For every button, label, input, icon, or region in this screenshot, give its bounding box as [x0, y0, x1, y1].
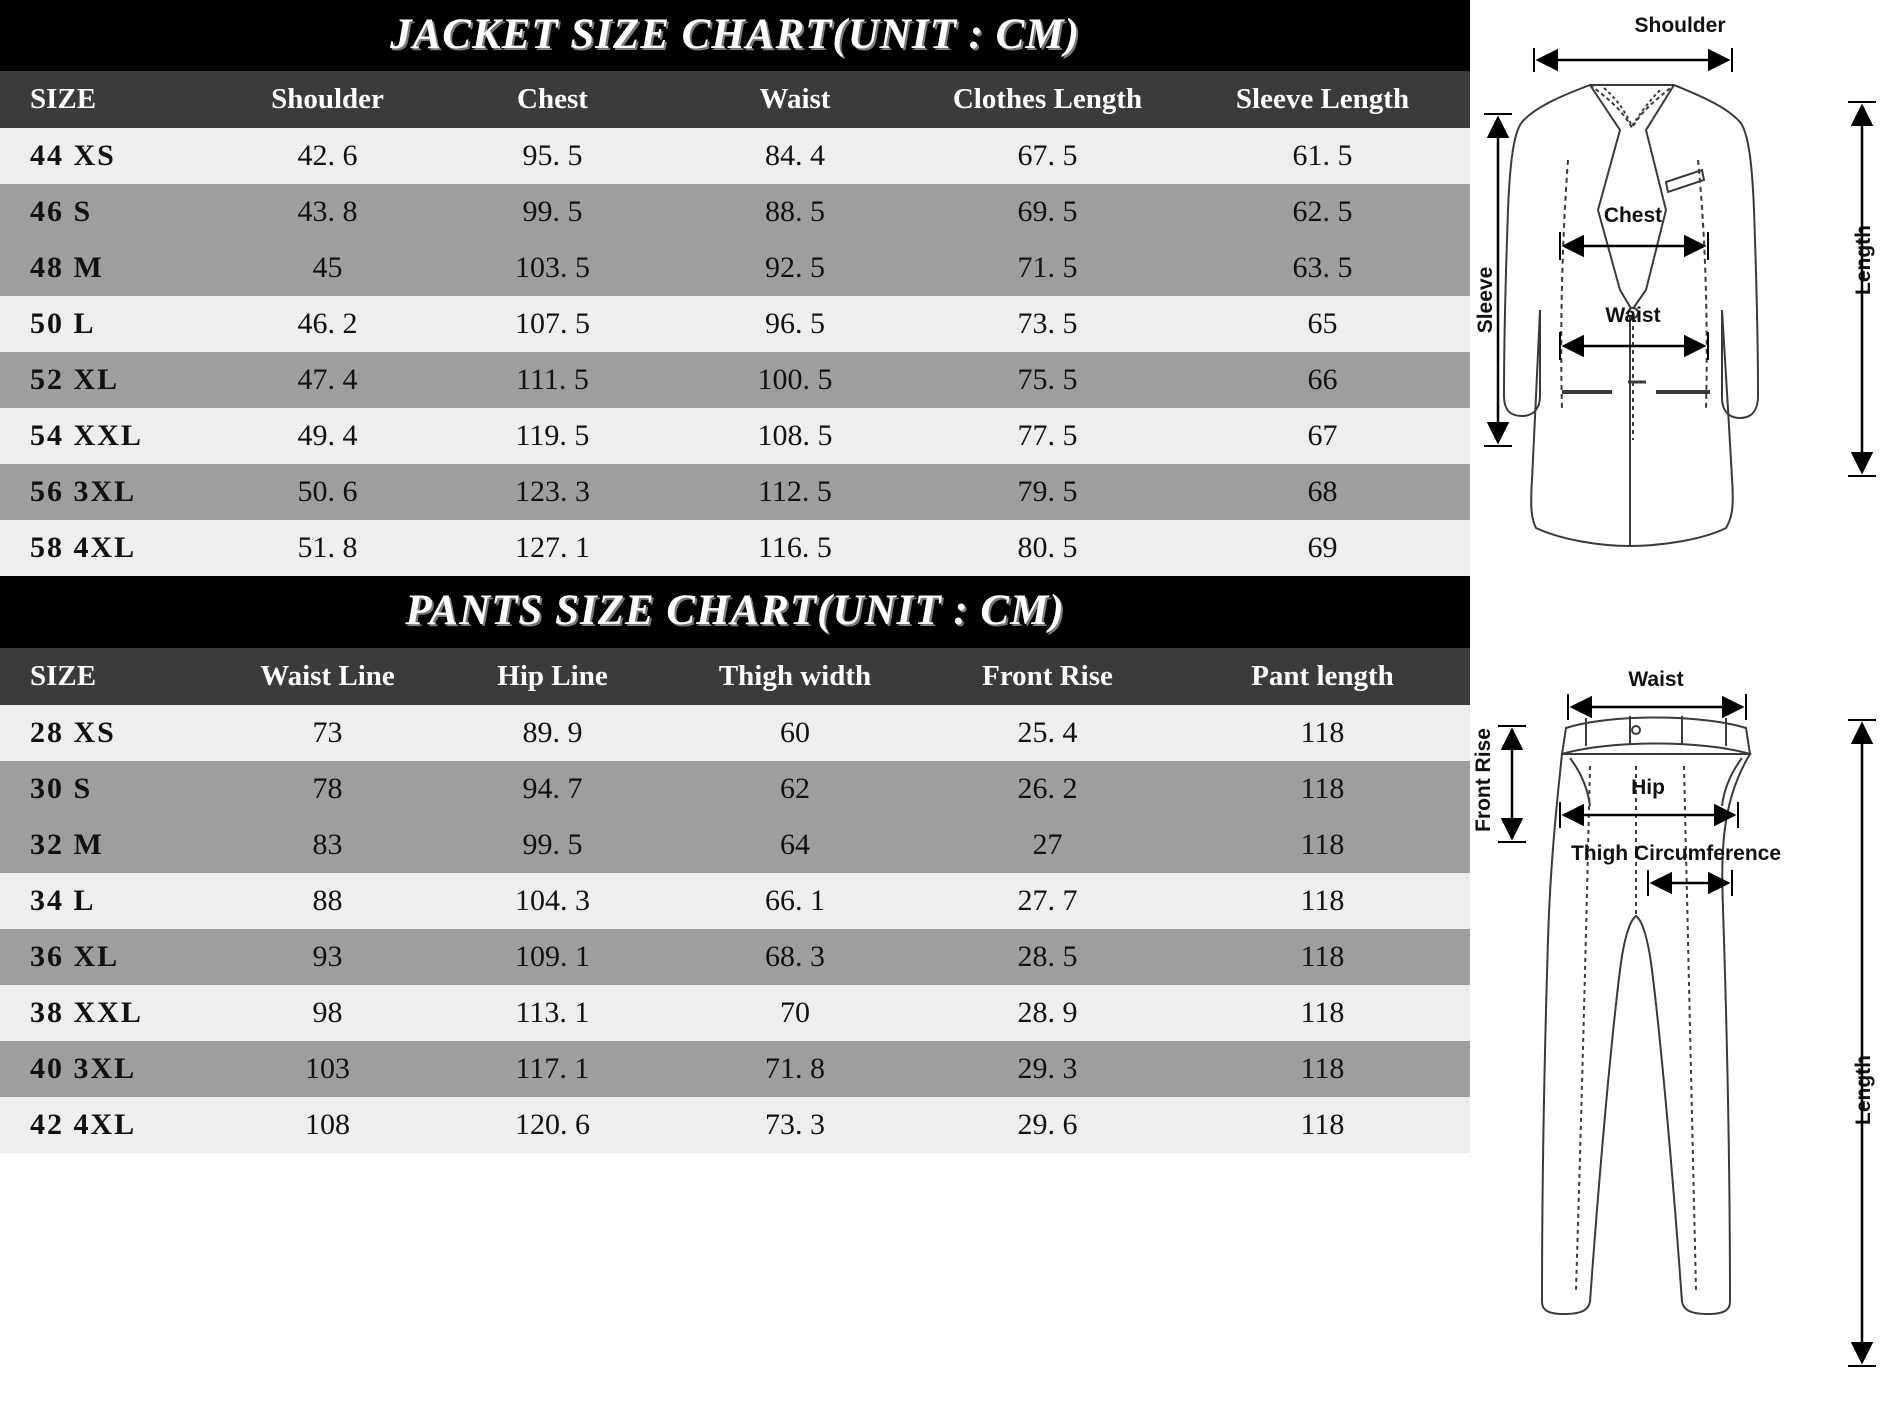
cell-chest: 103. 5: [435, 240, 670, 296]
table-row: [0, 1097, 1470, 1153]
cell-size: 30 S: [0, 761, 220, 817]
table-row: [0, 296, 1470, 352]
jacket-length-label: Length: [1852, 225, 1875, 295]
cell-sleeve-length: 63. 5: [1175, 240, 1470, 296]
jacket-header-size: SIZE: [0, 71, 220, 128]
cell-shoulder: 51. 8: [220, 520, 435, 576]
cell-waist: 92. 5: [670, 240, 920, 296]
cell-waist-line: 88: [220, 873, 435, 929]
cell-waist: 112. 5: [670, 464, 920, 520]
cell-front-rise: 28. 9: [920, 985, 1175, 1041]
cell-sleeve-length: 68: [1175, 464, 1470, 520]
jacket-header-clothes-length: Clothes Length: [920, 71, 1175, 128]
table-row: [0, 184, 1470, 240]
jacket-diagram: [1470, 10, 1890, 690]
table-row: [0, 240, 1470, 296]
pants-header-thigh-width: Thigh width: [670, 648, 920, 705]
cell-pant-length: 118: [1175, 929, 1470, 985]
jacket-header-sleeve-length: Sleeve Length: [1175, 71, 1470, 128]
cell-waist-line: 98: [220, 985, 435, 1041]
cell-size: 36 XL: [0, 929, 220, 985]
cell-hip-line: 89. 9: [435, 705, 670, 761]
pants-diagram: [1470, 670, 1890, 1410]
cell-size: 46 S: [0, 184, 220, 240]
cell-sleeve-length: 67: [1175, 408, 1470, 464]
cell-clothes-length: 71. 5: [920, 240, 1175, 296]
pants-front-rise-label: Front Rise: [1472, 728, 1495, 832]
cell-size: 42 4XL: [0, 1097, 220, 1153]
cell-pant-length: 118: [1175, 817, 1470, 873]
table-row: [0, 705, 1470, 761]
jacket-waist-label: Waist: [1605, 304, 1661, 327]
cell-waist: 84. 4: [670, 128, 920, 184]
cell-thigh-width: 70: [670, 985, 920, 1041]
cell-hip-line: 109. 1: [435, 929, 670, 985]
cell-waist-line: 108: [220, 1097, 435, 1153]
cell-chest: 107. 5: [435, 296, 670, 352]
pants-waist-label: Waist: [1628, 670, 1684, 691]
jacket-size-table: [0, 71, 1470, 576]
cell-pant-length: 118: [1175, 761, 1470, 817]
cell-pant-length: 118: [1175, 1041, 1470, 1097]
cell-thigh-width: 71. 8: [670, 1041, 920, 1097]
jacket-header-row: [0, 71, 1470, 128]
pants-header-front-rise: Front Rise: [920, 648, 1175, 705]
cell-chest: 99. 5: [435, 184, 670, 240]
cell-waist-line: 83: [220, 817, 435, 873]
table-row: [0, 520, 1470, 576]
cell-front-rise: 29. 6: [920, 1097, 1175, 1153]
cell-waist: 108. 5: [670, 408, 920, 464]
table-row: [0, 873, 1470, 929]
cell-shoulder: 49. 4: [220, 408, 435, 464]
table-row: [0, 1041, 1470, 1097]
pants-header-row: [0, 648, 1470, 705]
cell-sleeve-length: 65: [1175, 296, 1470, 352]
cell-sleeve-length: 66: [1175, 352, 1470, 408]
cell-shoulder: 46. 2: [220, 296, 435, 352]
pants-header-hip-line: Hip Line: [435, 648, 670, 705]
table-row: [0, 408, 1470, 464]
cell-pant-length: 118: [1175, 873, 1470, 929]
cell-sleeve-length: 62. 5: [1175, 184, 1470, 240]
cell-waist-line: 78: [220, 761, 435, 817]
cell-pant-length: 118: [1175, 705, 1470, 761]
cell-hip-line: 104. 3: [435, 873, 670, 929]
cell-shoulder: 43. 8: [220, 184, 435, 240]
cell-thigh-width: 60: [670, 705, 920, 761]
cell-size: 48 M: [0, 240, 220, 296]
table-row: [0, 817, 1470, 873]
cell-shoulder: 45: [220, 240, 435, 296]
cell-size: 58 4XL: [0, 520, 220, 576]
cell-sleeve-length: 61. 5: [1175, 128, 1470, 184]
cell-chest: 127. 1: [435, 520, 670, 576]
cell-hip-line: 94. 7: [435, 761, 670, 817]
cell-size: 54 XXL: [0, 408, 220, 464]
cell-chest: 123. 3: [435, 464, 670, 520]
cell-waist: 88. 5: [670, 184, 920, 240]
cell-waist-line: 103: [220, 1041, 435, 1097]
cell-hip-line: 113. 1: [435, 985, 670, 1041]
cell-size: 34 L: [0, 873, 220, 929]
cell-waist-line: 73: [220, 705, 435, 761]
cell-clothes-length: 73. 5: [920, 296, 1175, 352]
pants-header-pant-length: Pant length: [1175, 648, 1470, 705]
cell-waist-line: 93: [220, 929, 435, 985]
cell-size: 44 XS: [0, 128, 220, 184]
table-row: [0, 128, 1470, 184]
cell-shoulder: 42. 6: [220, 128, 435, 184]
cell-pant-length: 118: [1175, 1097, 1470, 1153]
pants-header-size: SIZE: [0, 648, 220, 705]
jacket-header-waist: Waist: [670, 71, 920, 128]
cell-hip-line: 117. 1: [435, 1041, 670, 1097]
cell-front-rise: 27: [920, 817, 1175, 873]
cell-shoulder: 50. 6: [220, 464, 435, 520]
cell-chest: 95. 5: [435, 128, 670, 184]
cell-size: 50 L: [0, 296, 220, 352]
jacket-sleeve-label: Sleeve: [1474, 266, 1497, 334]
cell-waist: 96. 5: [670, 296, 920, 352]
cell-shoulder: 47. 4: [220, 352, 435, 408]
cell-thigh-width: 62: [670, 761, 920, 817]
cell-size: 56 3XL: [0, 464, 220, 520]
table-row: [0, 929, 1470, 985]
cell-chest: 119. 5: [435, 408, 670, 464]
cell-size: 32 M: [0, 817, 220, 873]
cell-front-rise: 28. 5: [920, 929, 1175, 985]
illustrations-region: [1470, 0, 1890, 1417]
cell-sleeve-length: 69: [1175, 520, 1470, 576]
cell-size: 40 3XL: [0, 1041, 220, 1097]
cell-chest: 111. 5: [435, 352, 670, 408]
cell-front-rise: 26. 2: [920, 761, 1175, 817]
pants-size-table: [0, 648, 1470, 1153]
cell-thigh-width: 68. 3: [670, 929, 920, 985]
pants-hip-label: Hip: [1631, 776, 1665, 799]
cell-hip-line: 99. 5: [435, 817, 670, 873]
cell-hip-line: 120. 6: [435, 1097, 670, 1153]
table-row: [0, 761, 1470, 817]
cell-thigh-width: 64: [670, 817, 920, 873]
cell-waist: 100. 5: [670, 352, 920, 408]
cell-front-rise: 27. 7: [920, 873, 1175, 929]
cell-size: 38 XXL: [0, 985, 220, 1041]
jacket-chest-label: Chest: [1603, 204, 1663, 227]
cell-pant-length: 118: [1175, 985, 1470, 1041]
cell-clothes-length: 80. 5: [920, 520, 1175, 576]
cell-clothes-length: 69. 5: [920, 184, 1175, 240]
cell-thigh-width: 66. 1: [670, 873, 920, 929]
cell-size: 52 XL: [0, 352, 220, 408]
table-row: [0, 985, 1470, 1041]
cell-clothes-length: 75. 5: [920, 352, 1175, 408]
cell-waist: 116. 5: [670, 520, 920, 576]
cell-front-rise: 25. 4: [920, 705, 1175, 761]
jacket-chart-title: JACKET SIZE CHART(UNIT : CM): [0, 0, 1470, 71]
pants-length-label: Length: [1852, 1055, 1875, 1125]
pants-header-waist-line: Waist Line: [220, 648, 435, 705]
cell-size: 28 XS: [0, 705, 220, 761]
pants-thigh-label: Thigh Circumference: [1570, 842, 1782, 865]
pants-chart-title: PANTS SIZE CHART(UNIT : CM): [0, 576, 1470, 647]
cell-clothes-length: 67. 5: [920, 128, 1175, 184]
table-row: [0, 464, 1470, 520]
cell-thigh-width: 73. 3: [670, 1097, 920, 1153]
jacket-shoulder-label: Shoulder: [1634, 14, 1726, 37]
table-row: [0, 352, 1470, 408]
jacket-header-chest: Chest: [435, 71, 670, 128]
cell-front-rise: 29. 3: [920, 1041, 1175, 1097]
cell-clothes-length: 79. 5: [920, 464, 1175, 520]
cell-clothes-length: 77. 5: [920, 408, 1175, 464]
jacket-header-shoulder: Shoulder: [220, 71, 435, 128]
